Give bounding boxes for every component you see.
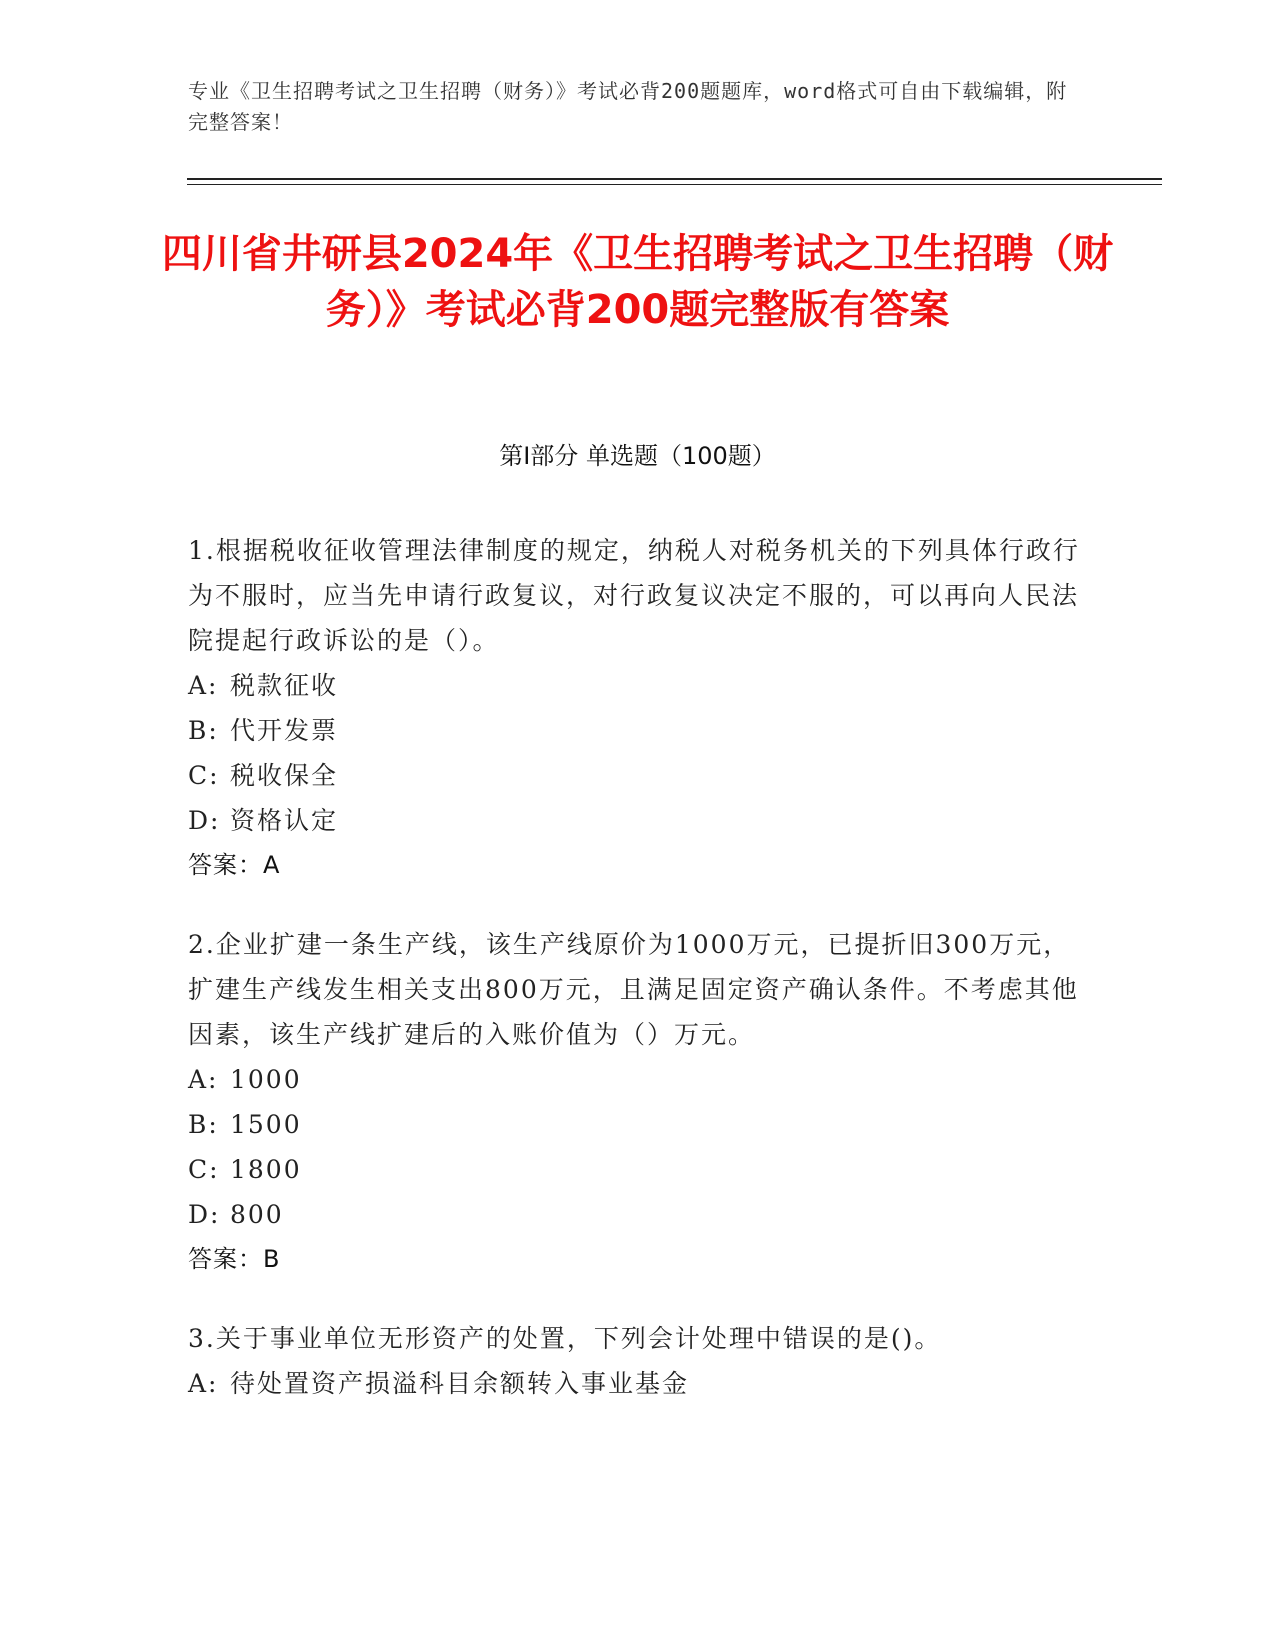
option-text: 代开发票 [230, 716, 339, 745]
option-a [188, 1361, 1088, 1406]
option-b [188, 1102, 1088, 1147]
option-text: 800 [230, 1200, 284, 1229]
question-list [188, 528, 1088, 1440]
option-c [188, 753, 1088, 798]
option-text: 税收保全 [230, 761, 339, 790]
option-key: C: [188, 1155, 220, 1184]
option-text: 1500 [230, 1110, 302, 1139]
option-d [188, 798, 1088, 843]
option-text: 1000 [230, 1065, 302, 1094]
question-1 [188, 528, 1088, 888]
question-stem: 3.关于事业单位无形资产的处置，下列会计处理中错误的是()。 [188, 1324, 942, 1353]
option-b [188, 708, 1088, 753]
option-text: 1800 [230, 1155, 302, 1184]
option-a [188, 1057, 1088, 1102]
option-key: A: [188, 1369, 219, 1398]
option-key: A: [188, 671, 219, 700]
option-key: B: [188, 1110, 219, 1139]
option-text: 税款征收 [230, 671, 339, 700]
option-key: B: [188, 716, 219, 745]
answer-line: 答案：A [188, 851, 281, 879]
option-a [188, 663, 1088, 708]
document-title: 四川省井研县2024年《卫生招聘考试之卫生招聘（财务）》考试必背200题完整版有答案 [161, 231, 1114, 333]
question-3 [188, 1316, 1088, 1406]
answer-line: 答案：B [188, 1245, 281, 1273]
header-divider-thick [187, 178, 1162, 180]
question-2 [188, 922, 1088, 1282]
option-c [188, 1147, 1088, 1192]
option-key: D: [188, 1200, 221, 1229]
option-text: 待处置资产损溢科目余额转入事业基金 [230, 1369, 690, 1398]
question-stem: 1.根据税收征收管理法律制度的规定，纳税人对税务机关的下列具体行政行为不服时，应当先申请行政复议，对行政复议决定不服的，可以再向人民法院提起行政诉讼的是（）。 [188, 536, 1080, 655]
option-key: A: [188, 1065, 219, 1094]
option-key: C: [188, 761, 220, 790]
option-d [188, 1192, 1088, 1237]
section-heading: 第Ⅰ部分 单选题（100题） [499, 442, 776, 470]
header-divider-thin [187, 184, 1162, 185]
option-text: 资格认定 [230, 806, 339, 835]
option-key: D: [188, 806, 221, 835]
header-note: 专业《卫生招聘考试之卫生招聘（财务）》考试必背200题题库，word格式可自由下载编辑，附完整答案！ [188, 79, 1068, 134]
question-stem: 2.企业扩建一条生产线，该生产线原价为1000万元，已提折旧300万元，扩建生产线发生相关支出800万元，且满足固定资产确认条件。不考虑其他因素，该生产线扩建后的入账价值为（）万元。 [188, 930, 1079, 1049]
